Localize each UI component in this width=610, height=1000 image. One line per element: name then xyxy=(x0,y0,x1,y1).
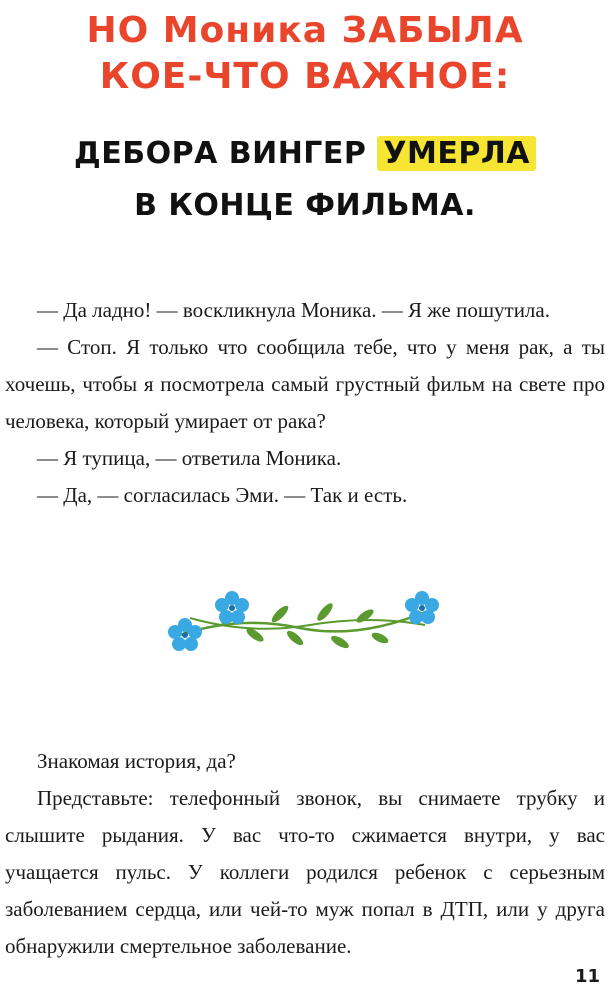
blue-flower-icon xyxy=(168,618,202,651)
blue-flower-icon xyxy=(405,591,439,624)
subheading-text: ДЕБОРА ВИНГЕР xyxy=(74,136,367,171)
subheading-line-2: В КОНЦЕ ФИЛЬМА. xyxy=(134,188,476,223)
dialogue-paragraph: — Да ладно! — воскликнула Моника. — Я же пошутила. xyxy=(37,298,550,322)
dialogue-paragraph: — Я тупица, — ответила Моника. xyxy=(37,446,342,470)
body-paragraph: Знакомая история, да? xyxy=(37,749,236,773)
dialogue-paragraph: — Стоп. Я только что сообщила тебе, что у меня рак, а ты хочешь, чтобы я посмотрела самый грустный фильм на свете про человека, который умирает от рака? xyxy=(5,335,605,433)
heading-line-1: НО Моника ЗАБЫЛА xyxy=(86,10,524,51)
body-text xyxy=(5,743,605,965)
subheading-line-1 xyxy=(0,132,610,176)
dialogue-block xyxy=(5,292,605,514)
dialogue-paragraph: — Да, — согласилась Эми. — Так и есть. xyxy=(37,483,408,507)
heading-line-2: КОЕ-ЧТО ВАЖНОЕ: xyxy=(99,56,511,97)
blue-flower-icon xyxy=(215,591,249,624)
page-number: 11 xyxy=(574,966,600,987)
highlighted-word: УМЕРЛА xyxy=(377,136,536,171)
body-paragraph: Представьте: телефонный звонок, вы снимаете трубку и слышите рыдания. У вас что-то сжимается внутри, у вас учащается пульс. У коллеги родился ребенок с серьезным заболеванием сердца, или чей-то муж попал в ДТП, или у друга обнаружили смертельное заболевание. xyxy=(5,786,605,958)
flower-ornament xyxy=(160,580,450,665)
